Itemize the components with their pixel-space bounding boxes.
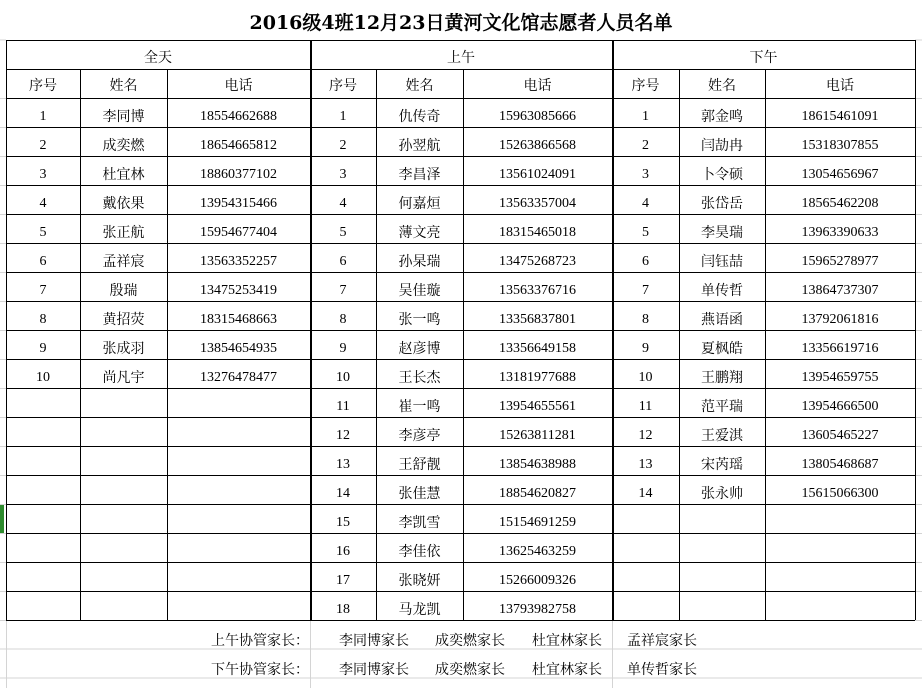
row-name: 李昌泽 [398,167,441,183]
row-seq: 3 [39,167,47,182]
footer-pm-parent: 单传哲家长 [627,662,697,678]
row-phone: 15263811281 [499,428,576,443]
row-phone: 13563357004 [499,196,576,211]
row-seq: 6 [339,254,347,269]
row-seq: 18 [336,602,350,617]
row-phone: 18654665812 [200,138,277,153]
row-phone: 13854654935 [200,341,277,356]
column-header-name: 姓名 [708,78,736,94]
row-phone: 13356649158 [499,341,576,356]
row-phone: 13475268723 [499,254,576,269]
row-name: 张佳慧 [398,486,441,502]
row-phone: 18860377102 [200,167,277,182]
row-name: 张一鸣 [398,312,441,328]
row-phone: 18554662688 [200,109,277,124]
row-seq: 15 [336,515,350,530]
row-seq: 9 [642,341,649,356]
row-name: 张岱岳 [701,196,743,212]
row-seq: 1 [39,109,47,124]
row-name: 张永帅 [701,486,743,502]
row-seq: 10 [638,370,653,385]
section-label: 下午 [749,50,778,66]
row-name: 燕语函 [701,312,743,328]
row-seq: 2 [642,138,649,153]
section-label: 上午 [447,50,475,66]
row-name: 张晓妍 [398,573,441,589]
column-header-phone: 电话 [523,78,552,94]
row-name: 李昊瑞 [701,225,743,241]
row-phone: 13276478477 [200,370,277,385]
row-seq: 12 [336,428,350,443]
row-phone: 15318307855 [801,138,879,153]
footer-am-label: 上午协管家长： [211,633,309,649]
footer-pm-parent: 成奕燃家长 [435,662,505,678]
row-seq: 12 [638,428,653,443]
footer-am-parent: 李同博家长 [339,633,409,649]
row-seq: 7 [39,283,47,298]
row-phone: 13954666500 [801,399,879,414]
row-seq: 7 [642,283,649,298]
row-seq: 10 [336,370,350,385]
row-name: 孙翌航 [398,138,441,154]
column-header-seq: 序号 [631,78,660,94]
row-phone: 18565462208 [801,196,879,211]
row-seq: 1 [642,109,649,124]
row-seq: 16 [336,544,350,559]
row-phone: 15266009326 [499,573,576,588]
column-header-name: 姓名 [109,78,138,94]
footer-am-parent: 杜宜林家长 [532,633,602,649]
row-name: 李凯雪 [398,515,441,531]
row-phone: 13625463259 [499,544,576,559]
row-phone: 13356837801 [499,312,576,327]
row-phone: 13356619716 [801,341,879,356]
row-name: 闫钰喆 [701,254,743,270]
row-seq: 7 [339,283,347,298]
row-seq: 3 [339,167,347,182]
row-phone: 13605465227 [801,428,879,443]
row-phone: 13963390633 [801,225,879,240]
row-name: 成奕燃 [102,138,145,154]
column-header-seq: 序号 [329,78,357,94]
row-seq: 13 [336,457,350,472]
row-seq: 3 [642,167,649,182]
row-seq: 17 [336,573,350,588]
row-name: 夏枫皓 [701,341,743,357]
row-phone: 13563376716 [499,283,576,298]
row-phone: 15615066300 [801,486,879,501]
footer-am-parent: 成奕燃家长 [435,633,505,649]
row-seq: 11 [336,399,350,414]
row-name: 孟祥宸 [102,254,145,270]
row-name: 崔一鸣 [398,399,441,415]
row-seq: 9 [39,341,47,356]
row-seq: 6 [39,254,47,269]
row-phone: 13563352257 [200,254,277,269]
row-phone: 13181977688 [499,370,576,385]
row-phone: 13793982758 [499,602,576,617]
footer-pm-parent: 杜宜林家长 [532,662,602,678]
column-header-phone: 电话 [826,78,854,94]
row-phone: 18315468663 [200,312,277,327]
row-name: 孙杲瑞 [398,254,441,270]
row-seq: 4 [39,196,47,211]
section-label: 全天 [144,50,172,66]
row-name: 殷瑞 [109,283,138,299]
row-name: 何嘉烜 [398,196,441,212]
row-name: 单传哲 [701,283,743,299]
row-seq: 5 [339,225,347,240]
row-seq: 9 [339,341,347,356]
row-name: 李同博 [102,109,145,125]
row-seq: 8 [39,312,47,327]
row-name: 仇传奇 [398,109,441,125]
row-name: 王舒靓 [398,457,441,473]
row-name: 卜令硕 [701,167,743,183]
row-name: 戴依果 [102,196,145,212]
footer-pm-label: 下午协管家长： [211,662,309,678]
column-header-seq: 序号 [29,78,57,94]
row-phone: 13954659755 [801,370,879,385]
row-name: 张正航 [102,225,145,241]
footer-am-parent: 孟祥宸家长 [627,633,697,649]
row-seq: 14 [638,486,653,501]
row-name: 张成羽 [102,341,145,357]
row-seq: 5 [642,225,649,240]
row-name: 尚凡宇 [102,370,145,386]
row-phone: 13561024091 [499,167,576,182]
row-seq: 2 [339,138,347,153]
row-name: 王鹏翔 [701,370,743,386]
row-name: 王爱淇 [701,428,743,444]
row-phone: 15965278977 [801,254,879,269]
row-phone: 15263866568 [499,138,576,153]
footer-pm-parent: 李同博家长 [339,662,409,678]
row-phone: 18315465018 [499,225,576,240]
row-name: 黄招荧 [102,312,145,328]
row-phone: 13854638988 [499,457,576,472]
row-seq: 2 [39,138,47,153]
column-header-phone: 电话 [224,78,253,94]
row-seq: 8 [339,312,347,327]
row-name: 李彦亭 [398,428,441,444]
row-seq: 6 [642,254,649,269]
row-phone: 13792061816 [801,312,879,327]
row-phone: 13475253419 [200,283,277,298]
row-name: 郭金鸣 [701,109,743,125]
row-phone: 18854620827 [499,486,576,501]
row-seq: 14 [336,486,350,501]
row-name: 范平瑞 [701,399,743,415]
row-name: 杜宜林 [102,167,145,183]
row-phone: 13954315466 [200,196,277,211]
row-phone: 15154691259 [499,515,576,530]
column-header-name: 姓名 [405,78,434,94]
row-name: 薄文亮 [398,225,441,241]
sheet-title: 2016级4班12月23日黄河文化馆志愿者人员名单 [249,12,673,34]
row-seq: 10 [36,370,50,385]
row-seq: 11 [638,399,653,414]
row-phone: 15963085666 [499,109,576,124]
row-seq: 13 [638,457,653,472]
row-name: 宋芮瑶 [701,457,743,473]
row-name: 闫劼冉 [701,138,743,154]
row-seq: 5 [39,225,47,240]
row-seq: 8 [642,312,649,327]
row-phone: 13054656967 [801,167,879,182]
row-phone: 15954677404 [200,225,277,240]
row-phone: 13805468687 [801,457,879,472]
row-name: 吴佳璇 [398,283,441,299]
row-name: 赵彦博 [398,341,441,357]
row-seq: 1 [339,109,347,124]
row-seq: 4 [642,196,649,211]
row-seq: 4 [339,196,347,211]
row-phone: 18615461091 [801,109,879,124]
row-name: 李佳依 [398,544,441,560]
row-phone: 13954655561 [499,399,576,414]
row-name: 王长杰 [398,370,441,386]
active-cell-indicator [0,505,4,533]
row-phone: 13864737307 [801,283,879,298]
row-name: 马龙凯 [398,602,441,618]
